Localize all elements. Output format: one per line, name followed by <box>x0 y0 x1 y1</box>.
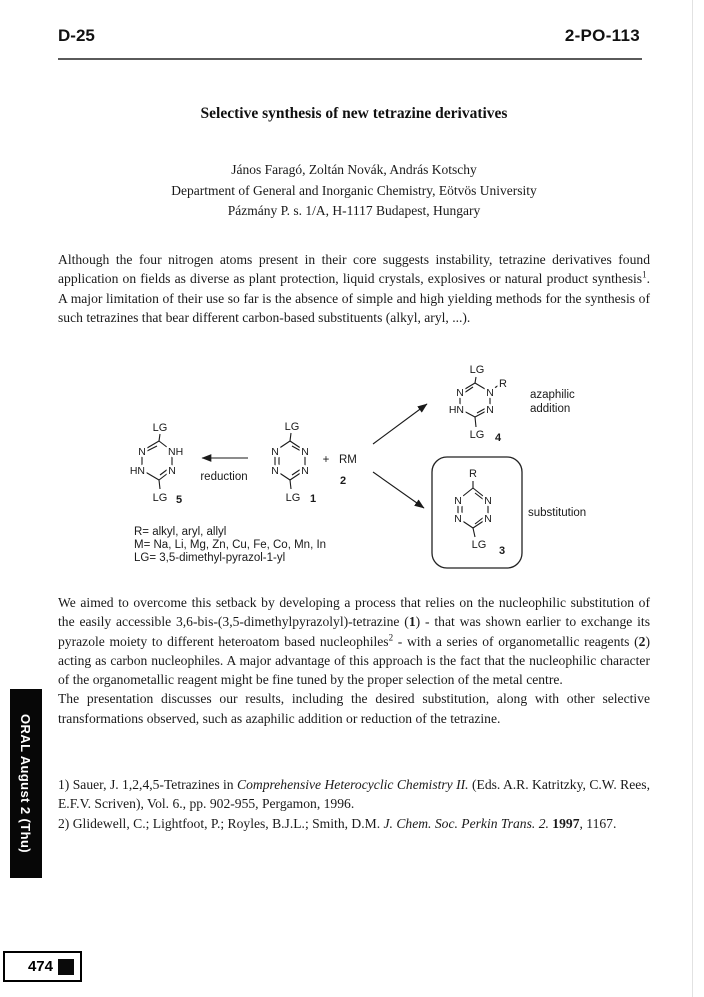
compound-number-4: 4 <box>494 432 502 444</box>
lg-label: LG <box>469 429 485 441</box>
paragraph-aims: We aimed to overcome this setback by developing a process that relies on the nucleophilic substitution of the easily accessible 3,6-bis-(3,5-dimethylpyrazolyl)-tetrazine (1) - that was shown earlier to exchange its pyrazole moiety to different heteroatom based nucleophiles$^2$ - with a series of organometallic reagents (2) acting as carbon nucleophiles. A major advantage of this approach is the fact that the nucleophilic character of the organometallic reagent might be fine tuned by the proper selection of the metal centre. <box>58 595 650 688</box>
plus-sign: + <box>322 454 330 466</box>
atom-n: N <box>301 465 309 477</box>
reduction-label: reduction <box>200 471 248 483</box>
atom-n: N <box>271 446 279 458</box>
structure-1 <box>271 421 316 505</box>
atom-n: N <box>301 446 309 458</box>
azaphilic-label-line1: azaphilic <box>530 389 575 401</box>
atom-n: N <box>454 513 462 525</box>
affiliation: Department of General and Inorganic Chemistry, Eötvös University <box>171 182 537 198</box>
paragraph-block <box>58 593 650 728</box>
page-marker-square-icon <box>58 959 74 975</box>
atom-n: N <box>456 387 464 399</box>
paper-title: Selective synthesis of new tetrazine derivatives <box>200 105 508 122</box>
reagent-rm <box>323 454 357 487</box>
compound-number-3: 3 <box>498 545 506 557</box>
authors: János Faragó, Zoltán Novák, András Kotschy <box>231 162 477 177</box>
atom-n: N <box>486 387 494 399</box>
r-substituent-label: R <box>499 378 507 390</box>
structure-3-box <box>432 457 586 568</box>
atom-hn: HN <box>129 465 145 477</box>
session-code: D-25 <box>58 26 95 45</box>
lg-label: LG <box>469 364 485 376</box>
atom-n: N <box>484 495 492 507</box>
reference-2: 2) Glidewell, C.; Lightfoot, P.; Royles, B.J.L.; Smith, D.M. J. Chem. Soc. Perkin Trans. 2. 1997, 1167. <box>58 815 617 831</box>
page-header <box>58 26 640 46</box>
lg-label: LG <box>152 422 168 434</box>
atom-n: N <box>486 404 494 416</box>
rm-label: RM <box>339 454 357 466</box>
substitution-label: substitution <box>528 507 587 519</box>
atom-n: N <box>454 495 462 507</box>
compound-number-1: 1 <box>309 493 317 505</box>
paragraph-presentation: The presentation discusses our results, including the desired substitution, along with other selective transformations observed, such as azaphilic addition or reduction of the tetrazine. <box>58 691 650 726</box>
lg-label: LG <box>285 492 301 504</box>
diverging-arrows <box>373 404 427 508</box>
structure-5 <box>130 422 183 506</box>
scan-edge-line <box>692 0 693 997</box>
lg-label: LG <box>284 421 300 433</box>
atom-n: N <box>138 446 146 458</box>
header-rule <box>58 58 642 60</box>
page-number: 474 <box>27 958 53 975</box>
structure-4-bonds <box>460 377 499 427</box>
r-substituent-label: R <box>469 468 477 480</box>
byline <box>58 160 650 222</box>
poster-code: 2-PO-113 <box>564 26 640 45</box>
reaction-scheme <box>95 352 670 587</box>
session-tab-label: ORAL August 2 (Thu) <box>18 713 34 854</box>
reference-1: 1) Sauer, J. 1,2,4,5-Tetrazines in Comprehensive Heterocyclic Chemistry II. (Eds. A.R. Katritzky, C.W. Rees, E.F.V. Scriven), Vol. 6., pp. 902-955, Pergamon, 1996. <box>58 777 650 812</box>
compound-number-5: 5 <box>175 494 183 506</box>
reduction-arrow <box>200 458 248 483</box>
atom-n: N <box>168 465 176 477</box>
structure-5-bonds <box>142 434 172 489</box>
page-number-box <box>3 951 82 982</box>
structure-4 <box>449 364 575 444</box>
legend-m: M= Na, Li, Mg, Zn, Cu, Fe, Co, Mn, In <box>134 539 327 551</box>
atom-n: N <box>484 513 492 525</box>
legend-lg: LG= 3,5-dimethyl-pyrazol-1-yl <box>134 552 286 564</box>
atom-nh: NH <box>168 446 184 458</box>
paragraph-intro: Although the four nitrogen atoms present in their core suggests instability, tetrazine derivatives found application on fields as diverse as plant protection, liquid crystals, explosives or natural product synthesis$^1$. A major limitation of their use so far is the absence of simple and high yielding methods for the synthesis of such tetrazines that bear different carbon-based substituents (alkyl, aryl, ...). <box>58 252 650 325</box>
references <box>58 775 650 833</box>
azaphilic-label-line2: addition <box>530 403 571 415</box>
session-tab <box>10 689 42 878</box>
address: Pázmány P. s. 1/A, H-1117 Budapest, Hungary <box>227 203 481 218</box>
structure-3-bonds <box>458 481 488 537</box>
compound-number-2: 2 <box>339 475 347 487</box>
atom-n: N <box>271 465 279 477</box>
scheme-legend <box>134 526 326 564</box>
legend-r: R= alkyl, aryl, allyl <box>134 526 227 538</box>
atom-hn: HN <box>448 404 464 416</box>
lg-label: LG <box>152 492 168 504</box>
lg-label: LG <box>471 539 487 551</box>
structure-1-bonds <box>275 433 305 489</box>
